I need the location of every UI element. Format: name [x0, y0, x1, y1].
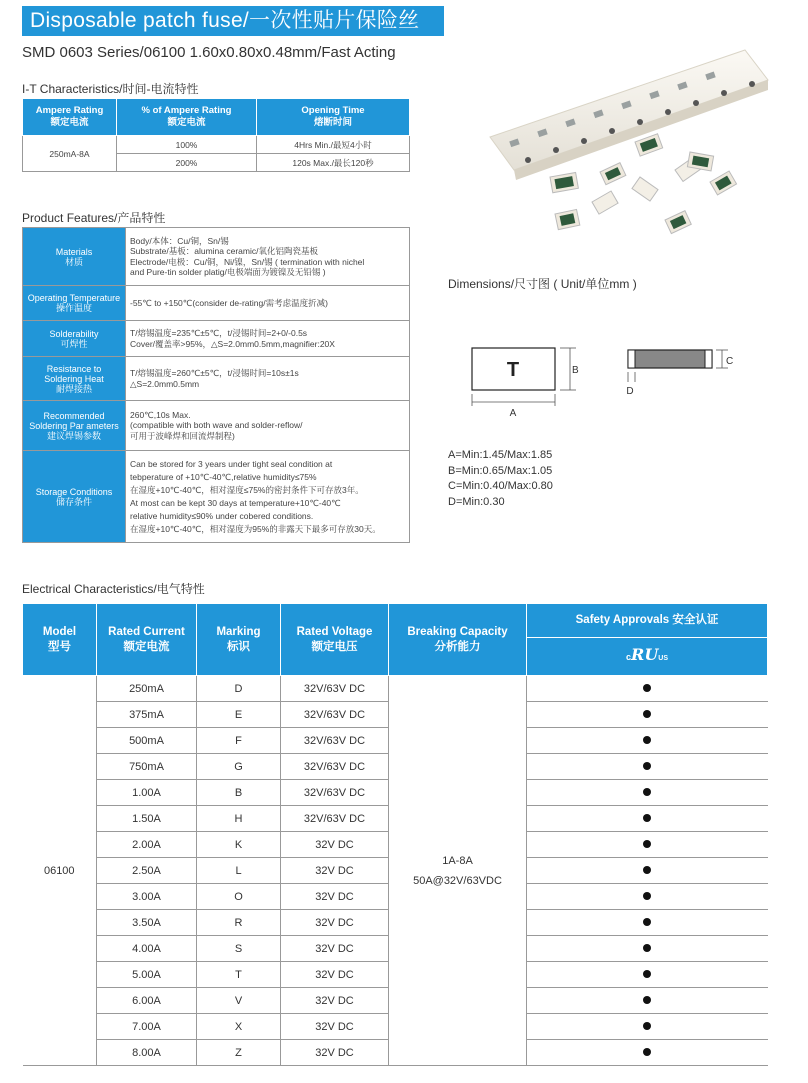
approval-dot-icon [643, 970, 651, 978]
approval-dot-icon [643, 1022, 651, 1030]
feature-label: Storage Conditions 储存条件 [23, 451, 126, 543]
it-section-title: I-T Characteristics/时间-电流特性 [22, 82, 199, 96]
current-cell: 375mA [97, 702, 197, 728]
safety-approval-cell [527, 806, 768, 832]
current-cell: 1.50A [97, 806, 197, 832]
voltage-cell: 32V DC [281, 910, 389, 936]
col-header-marking: Marking 标识 [197, 604, 281, 676]
voltage-cell: 32V DC [281, 936, 389, 962]
approval-dot-icon [643, 996, 651, 1004]
marking-cell: Z [197, 1040, 281, 1066]
feature-value: T/熔锡温度=235℃±5℃，t/浸锡时间=2+0/-0.5s Cover/覆盖率>95%，△S=2.0mm0.5mm,magnifier:20X [126, 321, 410, 357]
approval-dot-icon [643, 918, 651, 926]
safety-approval-cell [527, 780, 768, 806]
table-row [23, 676, 768, 702]
marking-cell: L [197, 858, 281, 884]
feature-label: Operating Temperature 操作温度 [23, 286, 126, 321]
marking-cell: S [197, 936, 281, 962]
it-pct-cell: 200% [117, 154, 257, 172]
it-pct-cell: 100% [117, 136, 257, 154]
product-photo [480, 42, 780, 247]
approval-dot-icon [643, 814, 651, 822]
marking-cell: E [197, 702, 281, 728]
current-cell: 7.00A [97, 1014, 197, 1040]
voltage-cell: 32V/63V DC [281, 702, 389, 728]
marking-cell: T [197, 962, 281, 988]
breaking-capacity-cell: 1A-8A 50A@32V/63VDC [389, 676, 527, 1066]
current-cell: 4.00A [97, 936, 197, 962]
feature-value: T/熔锡温度=260℃±5℃，t/浸锡时间=10s±1s △S=2.0mm0.5mm [126, 357, 410, 401]
approval-dot-icon [643, 684, 651, 692]
voltage-cell: 32V/63V DC [281, 754, 389, 780]
page-title: Disposable patch fuse/一次性贴片保险丝 [22, 6, 444, 36]
approval-dot-icon [643, 788, 651, 796]
it-header-rating: Ampere Rating 额定电流 [23, 99, 117, 136]
features-section-title: Product Features/产品特性 [22, 211, 166, 225]
safety-approval-cell [527, 754, 768, 780]
model-cell: 06100 [23, 676, 97, 1066]
dimensions-title: Dimensions/尺寸图 ( Unit/单位mm ) [448, 277, 637, 291]
marking-letter: T [506, 359, 520, 381]
safety-approval-cell [527, 1040, 768, 1066]
dimension-drawing [460, 330, 750, 425]
feature-value: Body/本体：Cu/铜，Sn/锡 Substrate/基板：alumina ceramic/氧化铝陶瓷基板 Electrode/电极：Cu/铜，Ni/镍，Sn/锡 ( termination with nichel and Pure-tin solder platig/电极端面为镀镍及无铅锡 ) [126, 228, 410, 286]
it-time-cell: 4Hrs Min./最短4小时 [257, 136, 410, 154]
feature-value: 260℃,10s Max. (compatible with both wave and solder-reflow/ 可用于波峰焊和回流焊制程) [126, 401, 410, 451]
dim-label-b: B [572, 365, 579, 376]
marking-cell: F [197, 728, 281, 754]
voltage-cell: 32V DC [281, 884, 389, 910]
col-header-safety: Safety Approvals 安全认证 [527, 604, 768, 638]
page-subtitle: SMD 0603 Series/06100 1.60x0.80x0.48mm/Fast Acting [22, 44, 396, 61]
marking-cell: G [197, 754, 281, 780]
voltage-cell: 32V DC [281, 832, 389, 858]
approval-dot-icon [643, 840, 651, 848]
current-cell: 2.00A [97, 832, 197, 858]
dim-label-d: D [626, 386, 634, 397]
marking-cell: X [197, 1014, 281, 1040]
current-cell: 250mA [97, 676, 197, 702]
electrical-table [22, 603, 768, 1066]
current-cell: 1.00A [97, 780, 197, 806]
voltage-cell: 32V DC [281, 962, 389, 988]
tape-reel-strip [490, 50, 768, 180]
current-cell: 750mA [97, 754, 197, 780]
safety-approval-cell [527, 832, 768, 858]
voltage-cell: 32V/63V DC [281, 806, 389, 832]
voltage-cell: 32V/63V DC [281, 728, 389, 754]
safety-approval-cell [527, 858, 768, 884]
dim-label-a: A [509, 408, 517, 419]
electrical-section-title: Electrical Characteristics/电气特性 [22, 582, 205, 596]
approval-dot-icon [643, 1048, 651, 1056]
approval-dot-icon [643, 944, 651, 952]
dimension-values: A=Min:1.45/Max:1.85 B=Min:0.65/Max:1.05 C=Min:0.40/Max:0.80 D=Min:0.30 [448, 449, 553, 508]
current-cell: 6.00A [97, 988, 197, 1014]
safety-approval-cell [527, 962, 768, 988]
marking-cell: B [197, 780, 281, 806]
approval-dot-icon [643, 892, 651, 900]
marking-cell: O [197, 884, 281, 910]
safety-approval-cell [527, 988, 768, 1014]
feature-value: -55℃ to +150℃(consider de-rating/需考虑温度折减) [126, 286, 410, 321]
safety-approval-cell [527, 936, 768, 962]
voltage-cell: 32V/63V DC [281, 780, 389, 806]
safety-approval-cell [527, 702, 768, 728]
voltage-cell: 32V/63V DC [281, 676, 389, 702]
safety-approval-cell [527, 910, 768, 936]
col-header-breaking: Breaking Capacity 分析能力 [389, 604, 527, 676]
approval-dot-icon [643, 762, 651, 770]
marking-cell: K [197, 832, 281, 858]
approval-dot-icon [643, 736, 651, 744]
it-time-cell: 120s Max./最长120秒 [257, 154, 410, 172]
feature-label: Solderability 可焊性 [23, 321, 126, 357]
safety-approval-cell [527, 676, 768, 702]
marking-cell: V [197, 988, 281, 1014]
current-cell: 8.00A [97, 1040, 197, 1066]
col-header-model: Model 型号 [23, 604, 97, 676]
current-cell: 3.50A [97, 910, 197, 936]
voltage-cell: 32V DC [281, 858, 389, 884]
marking-cell: D [197, 676, 281, 702]
col-header-voltage: Rated Voltage 额定电压 [281, 604, 389, 676]
current-cell: 500mA [97, 728, 197, 754]
voltage-cell: 32V DC [281, 1014, 389, 1040]
ul-logo: cRUUS [527, 638, 768, 676]
current-cell: 5.00A [97, 962, 197, 988]
feature-label: Materials 材质 [23, 228, 126, 286]
current-cell: 2.50A [97, 858, 197, 884]
feature-label: Resistance to Soldering Heat 耐焊接热 [23, 357, 126, 401]
dim-label-c: C [726, 356, 734, 367]
it-header-pct: % of Ampere Rating 额定电流 [117, 99, 257, 136]
it-header-time: Opening Time 熔断时间 [257, 99, 410, 136]
side-view-outline [628, 350, 712, 368]
it-rating-cell: 250mA-8A [23, 136, 117, 172]
approval-dot-icon [643, 710, 651, 718]
it-table [22, 98, 410, 172]
approval-dot-icon [643, 866, 651, 874]
voltage-cell: 32V DC [281, 1040, 389, 1066]
current-cell: 3.00A [97, 884, 197, 910]
safety-approval-cell [527, 728, 768, 754]
marking-cell: H [197, 806, 281, 832]
safety-approval-cell [527, 1014, 768, 1040]
features-table [22, 227, 410, 543]
marking-cell: R [197, 910, 281, 936]
feature-label: Recommended Soldering Par ameters 建议焊锡参数 [23, 401, 126, 451]
voltage-cell: 32V DC [281, 988, 389, 1014]
safety-approval-cell [527, 884, 768, 910]
col-header-current: Rated Current 额定电流 [97, 604, 197, 676]
feature-value: Can be stored for 3 years under tight seal condition at tebperature of +10℃-40℃,relative humidity≤75% 在湿度+10℃-40℃，相对湿度≤75%的密封条件下可存放3年。 At most can be kept 30 days at temperature+10℃-40℃ relative humidity≤90% under cobered conditions. 在湿度+10℃-40℃，相对湿度为95%的非露天下最多可存放30天。 [126, 451, 410, 543]
